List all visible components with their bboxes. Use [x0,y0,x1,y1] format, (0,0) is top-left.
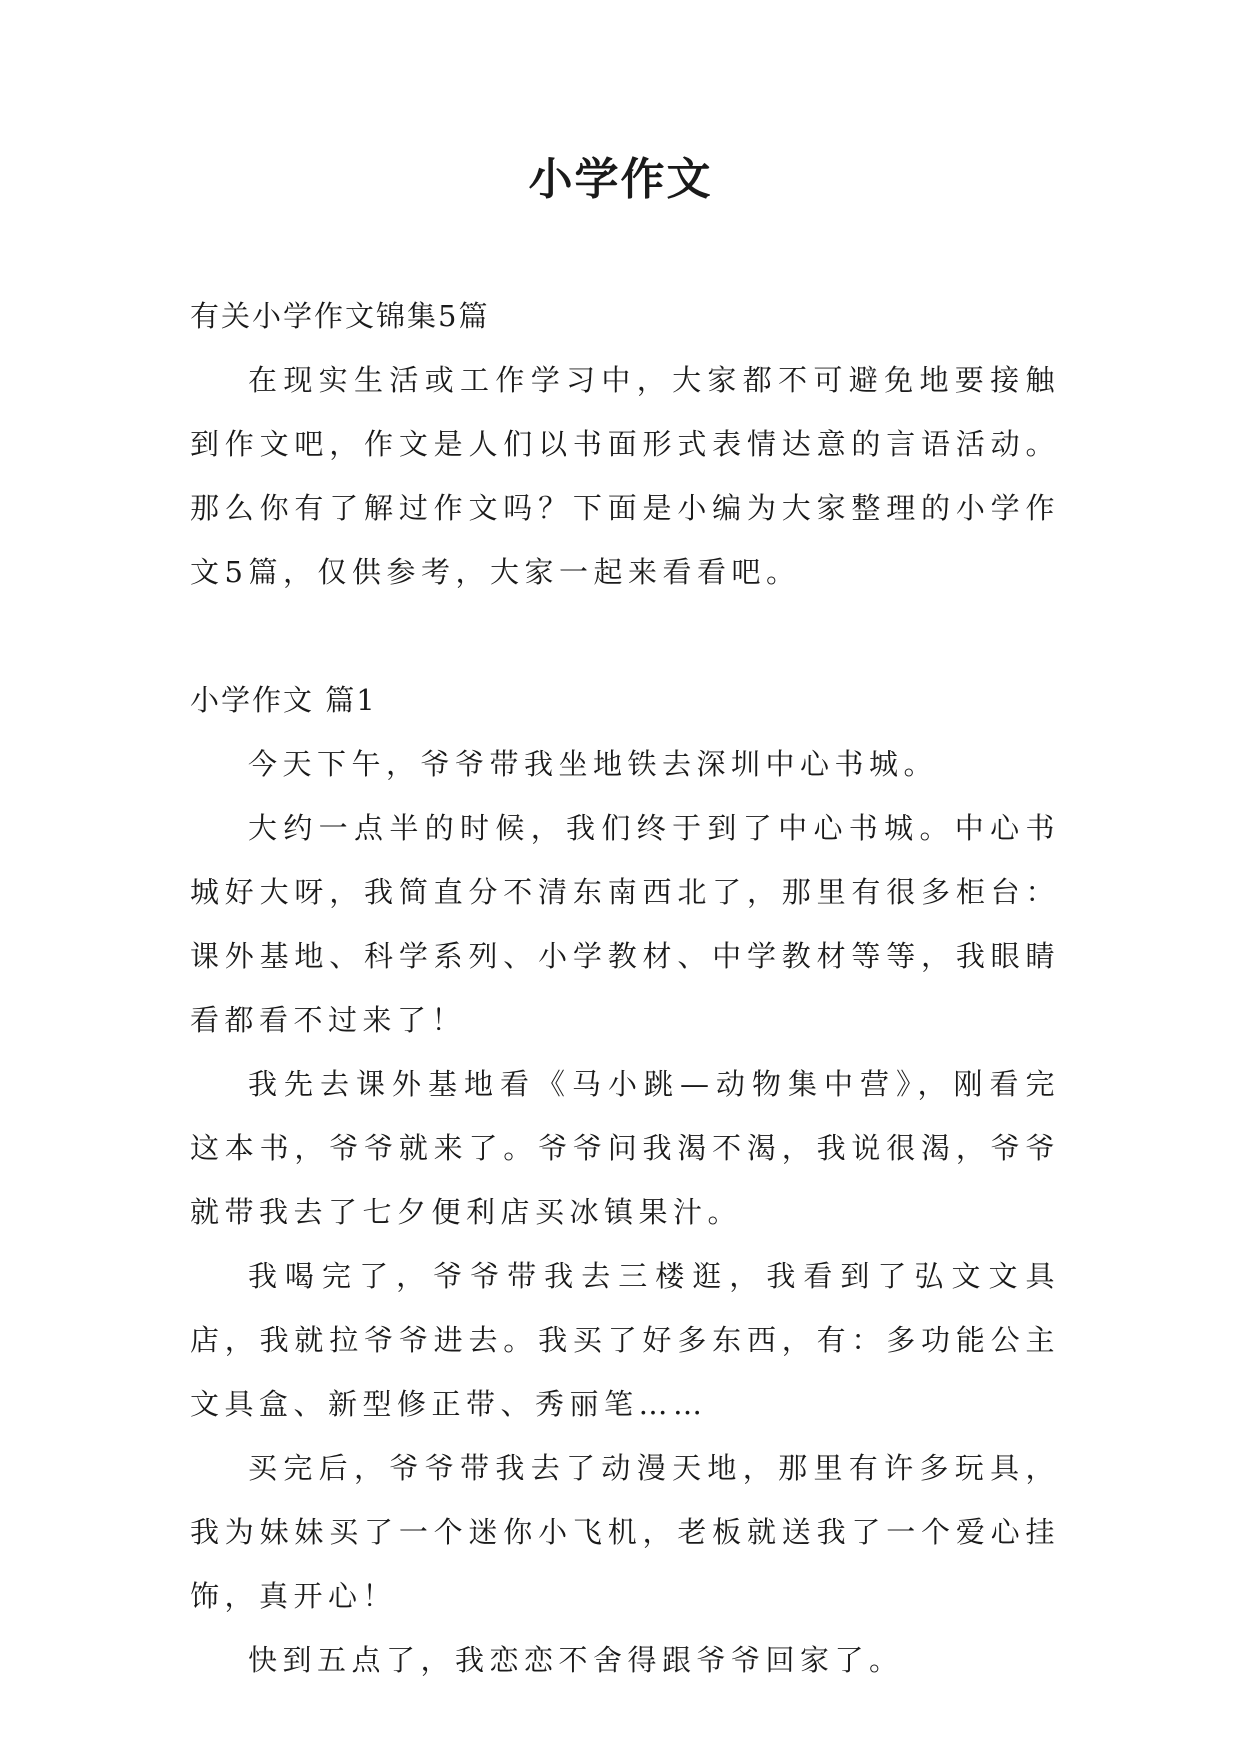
section-paragraph: 今天下午，爷爷带我坐地铁去深圳中心书城。 [248,747,939,781]
section-paragraph: 我喝完了，爷爷带我去三楼逛，我看到了弘文文具店，我就拉爷爷进去。我买了好多东西，有：多功能公主文具盒、新型修正带、秀丽笔…… [190,1259,1060,1421]
section-paragraph: 快到五点了，我恋恋不舍得跟爷爷回家了。 [248,1643,904,1677]
intro-paragraph: 在现实生活或工作学习中，大家都不可避免地要接触到作文吧，作文是人们以书面形式表情达意的言语活动。那么你有了解过作文吗？下面是小编为大家整理的小学作文5篇，仅供参考，大家一起来看看吧。 [190,363,1060,589]
document-title: 小学作文 [528,154,713,205]
section-spacer [190,604,1060,668]
document-subtitle: 有关小学作文锦集5篇 [190,299,490,333]
document-body [190,284,1060,1692]
section-paragraph: 我先去课外基地看《马小跳—动物集中营》，刚看完这本书，爷爷就来了。爷爷问我渴不渴，我说很渴，爷爷就带我去了七夕便利店买冰镇果汁。 [190,1067,1060,1229]
section-heading: 小学作文 篇1 [190,683,377,717]
section-paragraph: 买完后，爷爷带我去了动漫天地，那里有许多玩具，我为妹妹买了一个迷你小飞机，老板就送我了一个爱心挂饰，真开心！ [190,1451,1060,1613]
section-paragraph: 大约一点半的时候，我们终于到了中心书城。中心书城好大呀，我简直分不清东南西北了，那里有很多柜台：课外基地、科学系列、小学教材、中学教材等等，我眼睛看都看不过来了！ [190,811,1060,1037]
